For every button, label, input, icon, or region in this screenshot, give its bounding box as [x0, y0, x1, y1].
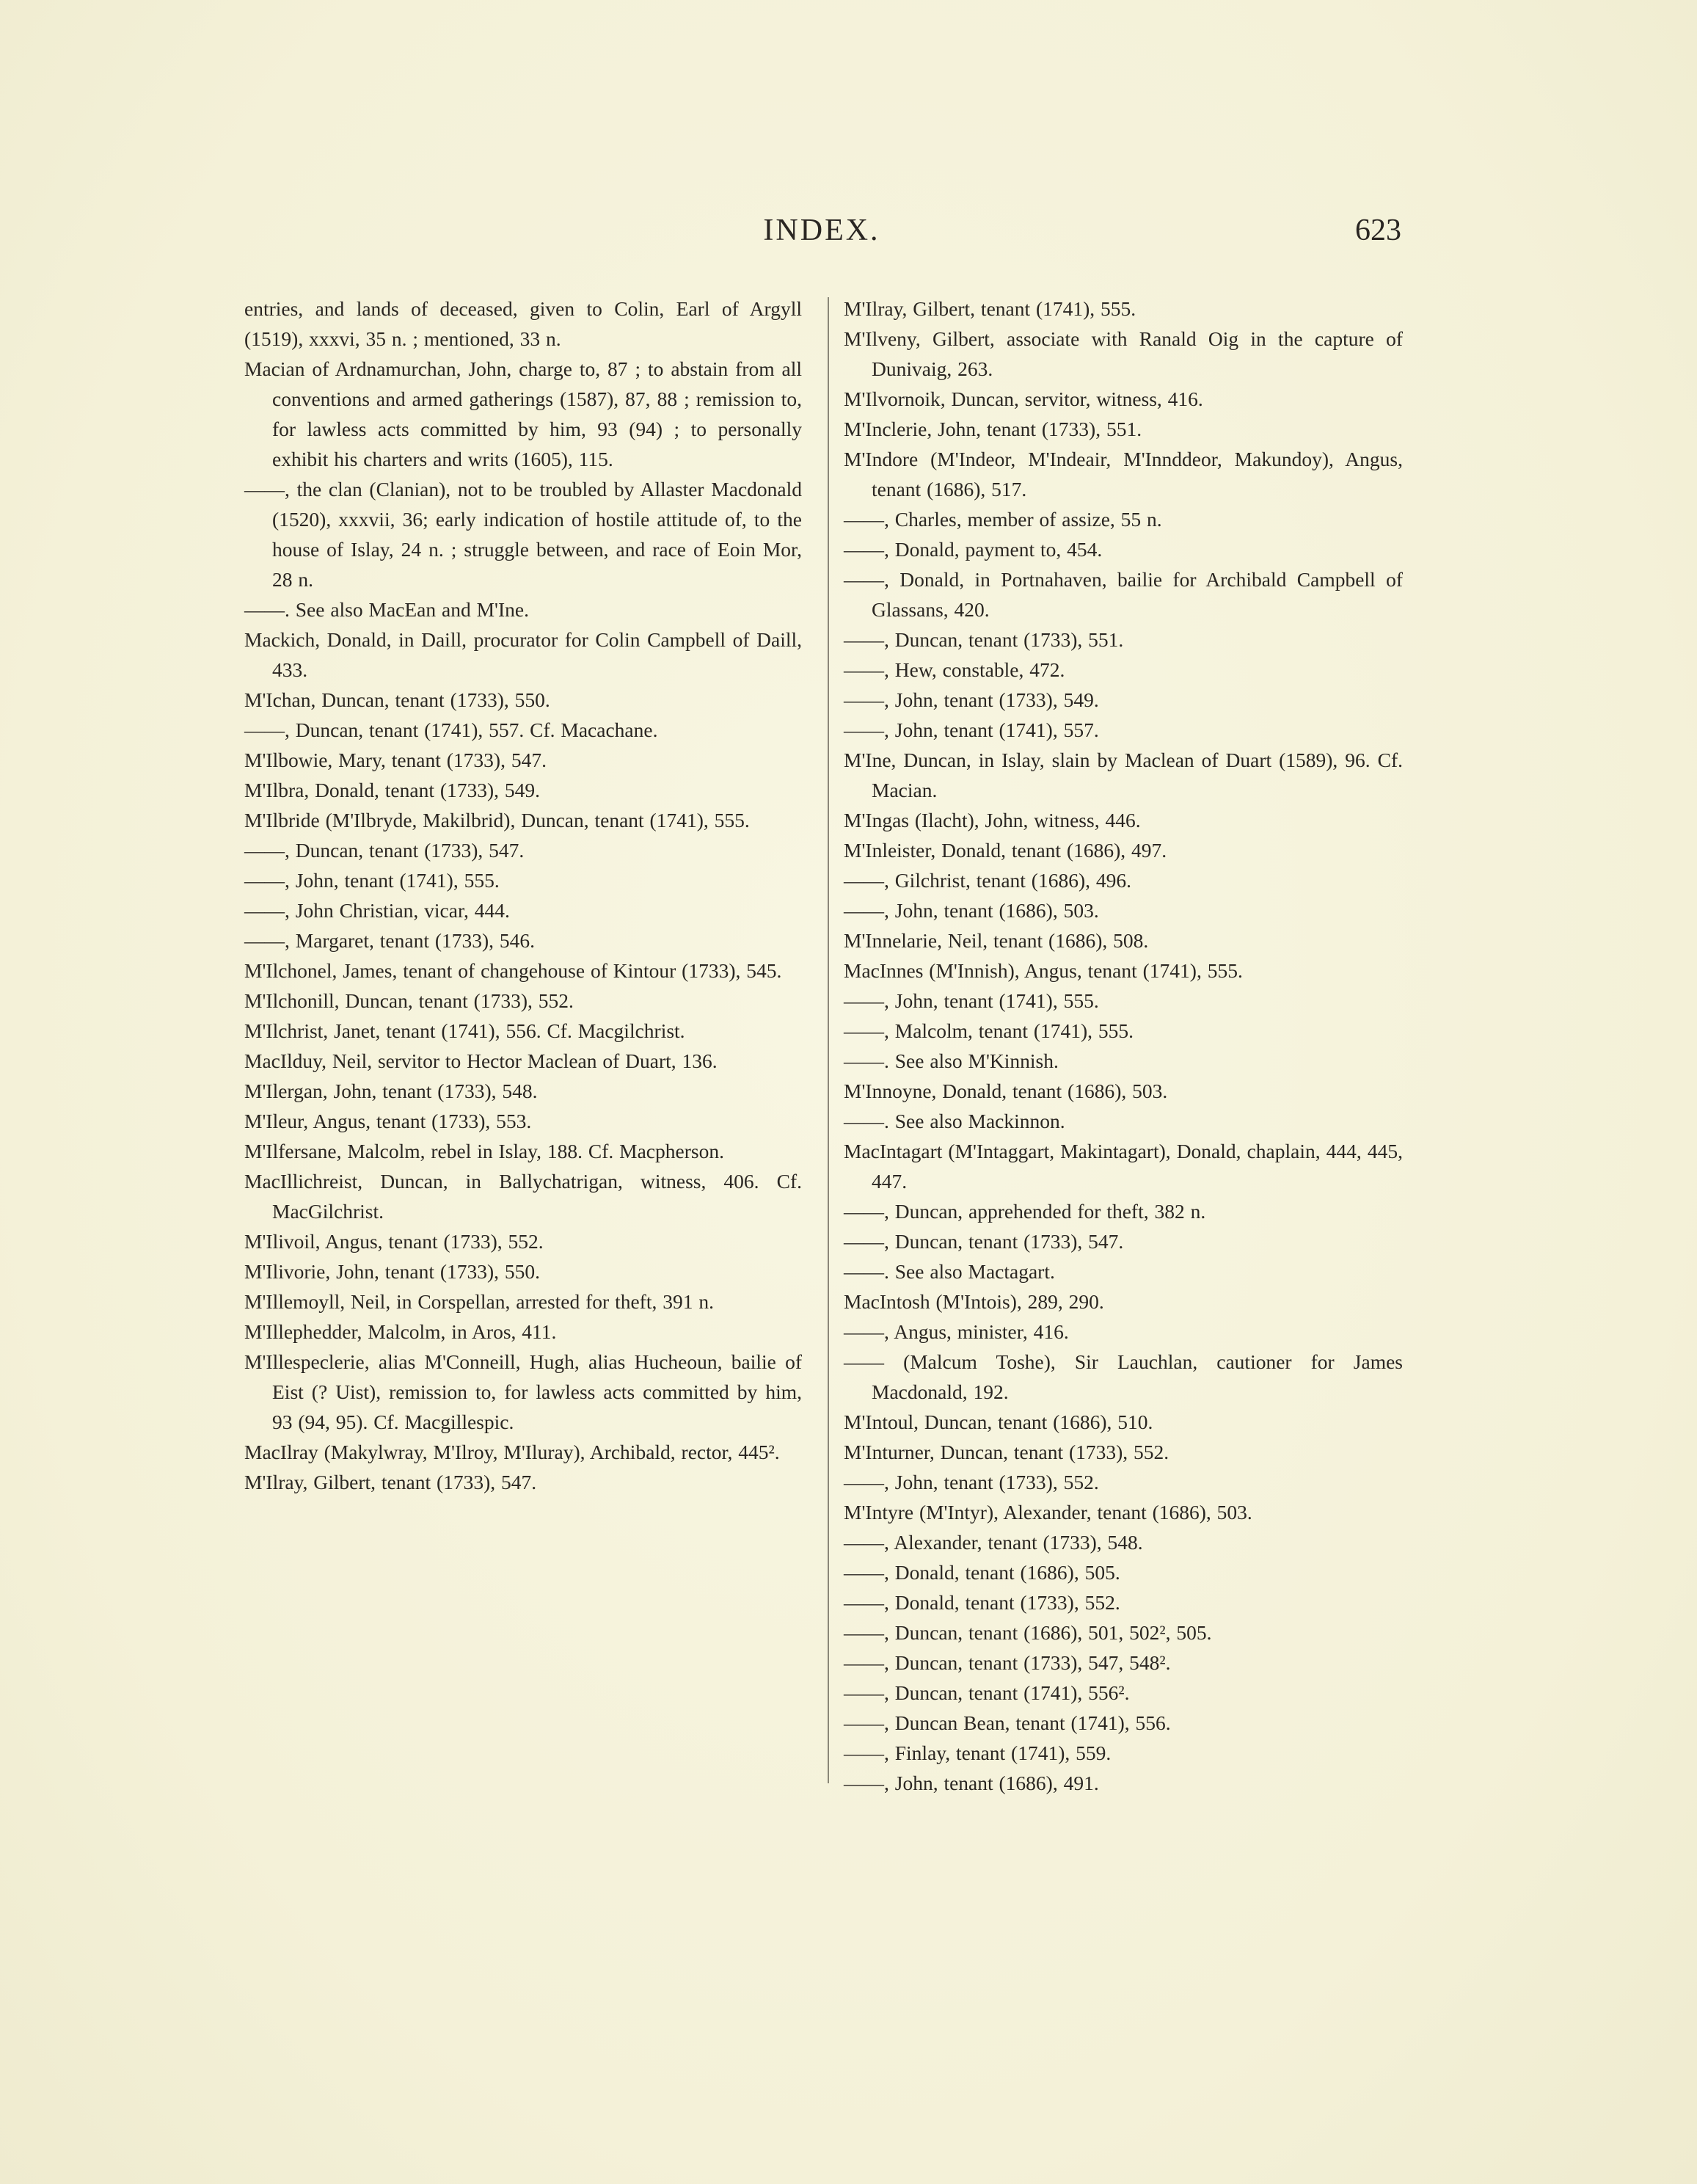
- index-entry: M'Ilchonill, Duncan, tenant (1733), 552.: [244, 989, 574, 1012]
- index-entry: M'Ilivorie, John, tenant (1733), 550.: [244, 1260, 541, 1283]
- index-entry: Mackich, Donald, in Daill, procurator for Colin Campbell of Daill, 433.: [244, 628, 802, 681]
- index-entry: ——, John, tenant (1741), 555.: [244, 869, 500, 892]
- index-entry: MacInnes (M'Innish), Angus, tenant (1741), 555.: [844, 959, 1243, 982]
- index-column-right: [844, 294, 1403, 1798]
- index-entry: M'Ilergan, John, tenant (1733), 548.: [244, 1080, 538, 1102]
- index-column-left: [244, 294, 802, 1497]
- index-entry: MacIntosh (M'Intois), 289, 290.: [844, 1290, 1104, 1313]
- index-entry: ——, Hew, constable, 472.: [844, 658, 1065, 681]
- index-entry: ——, John, tenant (1686), 503.: [844, 899, 1099, 922]
- index-entry: M'Ine, Duncan, in Islay, slain by Maclean of Duart (1589), 96. Cf. Macian.: [844, 749, 1403, 801]
- index-entry: M'Indore (M'Indeor, M'Indeair, M'Innddeor, Makundoy), Angus, tenant (1686), 517.: [844, 448, 1403, 500]
- index-entry: M'Ilray, Gilbert, tenant (1741), 555.: [844, 297, 1136, 320]
- index-entry: ——, Duncan, tenant (1741), 557. Cf. Macachane.: [244, 718, 658, 741]
- index-entry: ——, Donald, payment to, 454.: [844, 538, 1103, 561]
- index-entry: M'Ilchonel, James, tenant of changehouse of Kintour (1733), 545.: [244, 959, 782, 982]
- column-divider: [828, 297, 829, 1783]
- index-entry: ——, John, tenant (1741), 555.: [844, 989, 1099, 1012]
- index-entry: ——, Donald, in Portnahaven, bailie for Archibald Campbell of Glassans, 420.: [844, 568, 1403, 621]
- page-title: INDEX.: [763, 214, 880, 247]
- index-entry: entries, and lands of deceased, given to Colin, Earl of Argyll (1519), xxxvi, 35 n. ; mentioned, 33 n.: [244, 297, 802, 350]
- index-entry: M'Ilbra, Donald, tenant (1733), 549.: [244, 779, 541, 801]
- index-entry: M'Ilveny, Gilbert, associate with Ranald Oig in the capture of Dunivaig, 263.: [844, 327, 1403, 380]
- index-entry: ——, John Christian, vicar, 444.: [244, 899, 510, 922]
- index-entry: M'Ingas (Ilacht), John, witness, 446.: [844, 809, 1141, 831]
- index-entry: —— (Malcum Toshe), Sir Lauchlan, cautioner for James Macdonald, 192.: [844, 1350, 1403, 1403]
- index-entry: M'Intyre (M'Intyr), Alexander, tenant (1686), 503.: [844, 1501, 1252, 1524]
- index-entry: ——, the clan (Clanian), not to be troubled by Allaster Macdonald (1520), xxxvii, 36; early indication of hostile attitude of, to the house of Islay, 24 n. ; struggle between, and race of Eoin Mor, 28 n.: [244, 478, 802, 591]
- index-entry: ——, Angus, minister, 416.: [844, 1320, 1069, 1343]
- index-entry: ——, Gilchrist, tenant (1686), 496.: [844, 869, 1131, 892]
- index-entry: M'Intoul, Duncan, tenant (1686), 510.: [844, 1410, 1153, 1433]
- page-number: 623: [1355, 214, 1401, 247]
- index-entry: ——, John, tenant (1741), 557.: [844, 718, 1099, 741]
- index-entry: M'Inclerie, John, tenant (1733), 551.: [844, 418, 1142, 440]
- index-entry: M'Ilivoil, Angus, tenant (1733), 552.: [244, 1230, 544, 1253]
- index-entry: ——, Duncan, tenant (1733), 547.: [244, 839, 525, 862]
- index-entry: ——, Charles, member of assize, 55 n.: [844, 508, 1162, 531]
- index-entry: ——, Duncan, tenant (1686), 501, 502², 505.: [844, 1621, 1212, 1644]
- index-entry: M'Illespeclerie, alias M'Conneill, Hugh, alias Hucheoun, bailie of Eist (? Uist), remission to, for lawless acts committed by him, 93 (94, 95). Cf. Macgillespic.: [244, 1350, 802, 1433]
- index-entry: ——, Duncan, tenant (1733), 547.: [844, 1230, 1124, 1253]
- index-entry: ——, Duncan, tenant (1741), 556².: [844, 1681, 1130, 1704]
- index-entry: M'Inleister, Donald, tenant (1686), 497.: [844, 839, 1167, 862]
- index-entry: ——, Duncan, tenant (1733), 551.: [844, 628, 1124, 651]
- index-entry: M'Ilray, Gilbert, tenant (1733), 547.: [244, 1471, 537, 1493]
- index-entry: M'Inturner, Duncan, tenant (1733), 552.: [844, 1441, 1169, 1463]
- index-entry: ——. See also Mackinnon.: [844, 1110, 1065, 1132]
- index-entry: ——, Duncan, apprehended for theft, 382 n.: [844, 1200, 1206, 1223]
- index-entry: M'Ilchrist, Janet, tenant (1741), 556. Cf. Macgilchrist.: [244, 1019, 685, 1042]
- index-entry: ——, Finlay, tenant (1741), 559.: [844, 1741, 1112, 1764]
- index-entry: ——, John, tenant (1686), 491.: [844, 1772, 1099, 1794]
- index-entry: ——, Margaret, tenant (1733), 546.: [244, 929, 536, 952]
- index-entry: M'Illemoyll, Neil, in Corspellan, arrested for theft, 391 n.: [244, 1290, 714, 1313]
- index-entry: ——. See also Mactagart.: [844, 1260, 1055, 1283]
- index-entry: ——, Malcolm, tenant (1741), 555.: [844, 1019, 1134, 1042]
- index-entry: M'Innoyne, Donald, tenant (1686), 503.: [844, 1080, 1168, 1102]
- index-entry: ——, Alexander, tenant (1733), 548.: [844, 1531, 1143, 1554]
- index-entry: M'Innelarie, Neil, tenant (1686), 508.: [844, 929, 1149, 952]
- index-entry: ——, Duncan, tenant (1733), 547, 548².: [844, 1651, 1171, 1674]
- index-entry: Macian of Ardnamurchan, John, charge to, 87 ; to abstain from all conventions and armed gatherings (1587), 87, 88 ; remission to, for lawless acts committed by him, 93 (94) ; to personally exhibit his charters and writs (1605), 115.: [244, 357, 802, 470]
- index-entry: M'Ilbowie, Mary, tenant (1733), 547.: [244, 749, 547, 771]
- index-entry: M'Illephedder, Malcolm, in Aros, 411.: [244, 1320, 557, 1343]
- running-head: [242, 213, 1401, 257]
- index-entry: MacIlray (Makylwray, M'Ilroy, M'Iluray), Archibald, rector, 445².: [244, 1441, 780, 1463]
- index-entry: M'Ilbride (M'Ilbryde, Makilbrid), Duncan, tenant (1741), 555.: [244, 809, 750, 831]
- index-entry: ——. See also MacEan and M'Ine.: [244, 598, 529, 621]
- index-entry: ——. See also M'Kinnish.: [844, 1049, 1059, 1072]
- index-entry: ——, Duncan Bean, tenant (1741), 556.: [844, 1711, 1171, 1734]
- index-entry: ——, Donald, tenant (1686), 505.: [844, 1561, 1120, 1584]
- index-entry: ——, John, tenant (1733), 552.: [844, 1471, 1099, 1493]
- index-entry: MacIlduy, Neil, servitor to Hector Maclean of Duart, 136.: [244, 1049, 718, 1072]
- index-entry: M'Ileur, Angus, tenant (1733), 553.: [244, 1110, 532, 1132]
- index-entry: M'Ilvornoik, Duncan, servitor, witness, 416.: [844, 387, 1203, 410]
- index-entry: MacIntagart (M'Intaggart, Makintagart), Donald, chaplain, 444, 445, 447.: [844, 1140, 1403, 1193]
- index-entry: M'Ichan, Duncan, tenant (1733), 550.: [244, 688, 550, 711]
- index-entry: M'Ilfersane, Malcolm, rebel in Islay, 188. Cf. Macpherson.: [244, 1140, 724, 1162]
- index-entry: ——, John, tenant (1733), 549.: [844, 688, 1099, 711]
- index-entry: ——, Donald, tenant (1733), 552.: [844, 1591, 1120, 1614]
- index-entry: MacIllichreist, Duncan, in Ballychatrigan, witness, 406. Cf. MacGilchrist.: [244, 1170, 802, 1223]
